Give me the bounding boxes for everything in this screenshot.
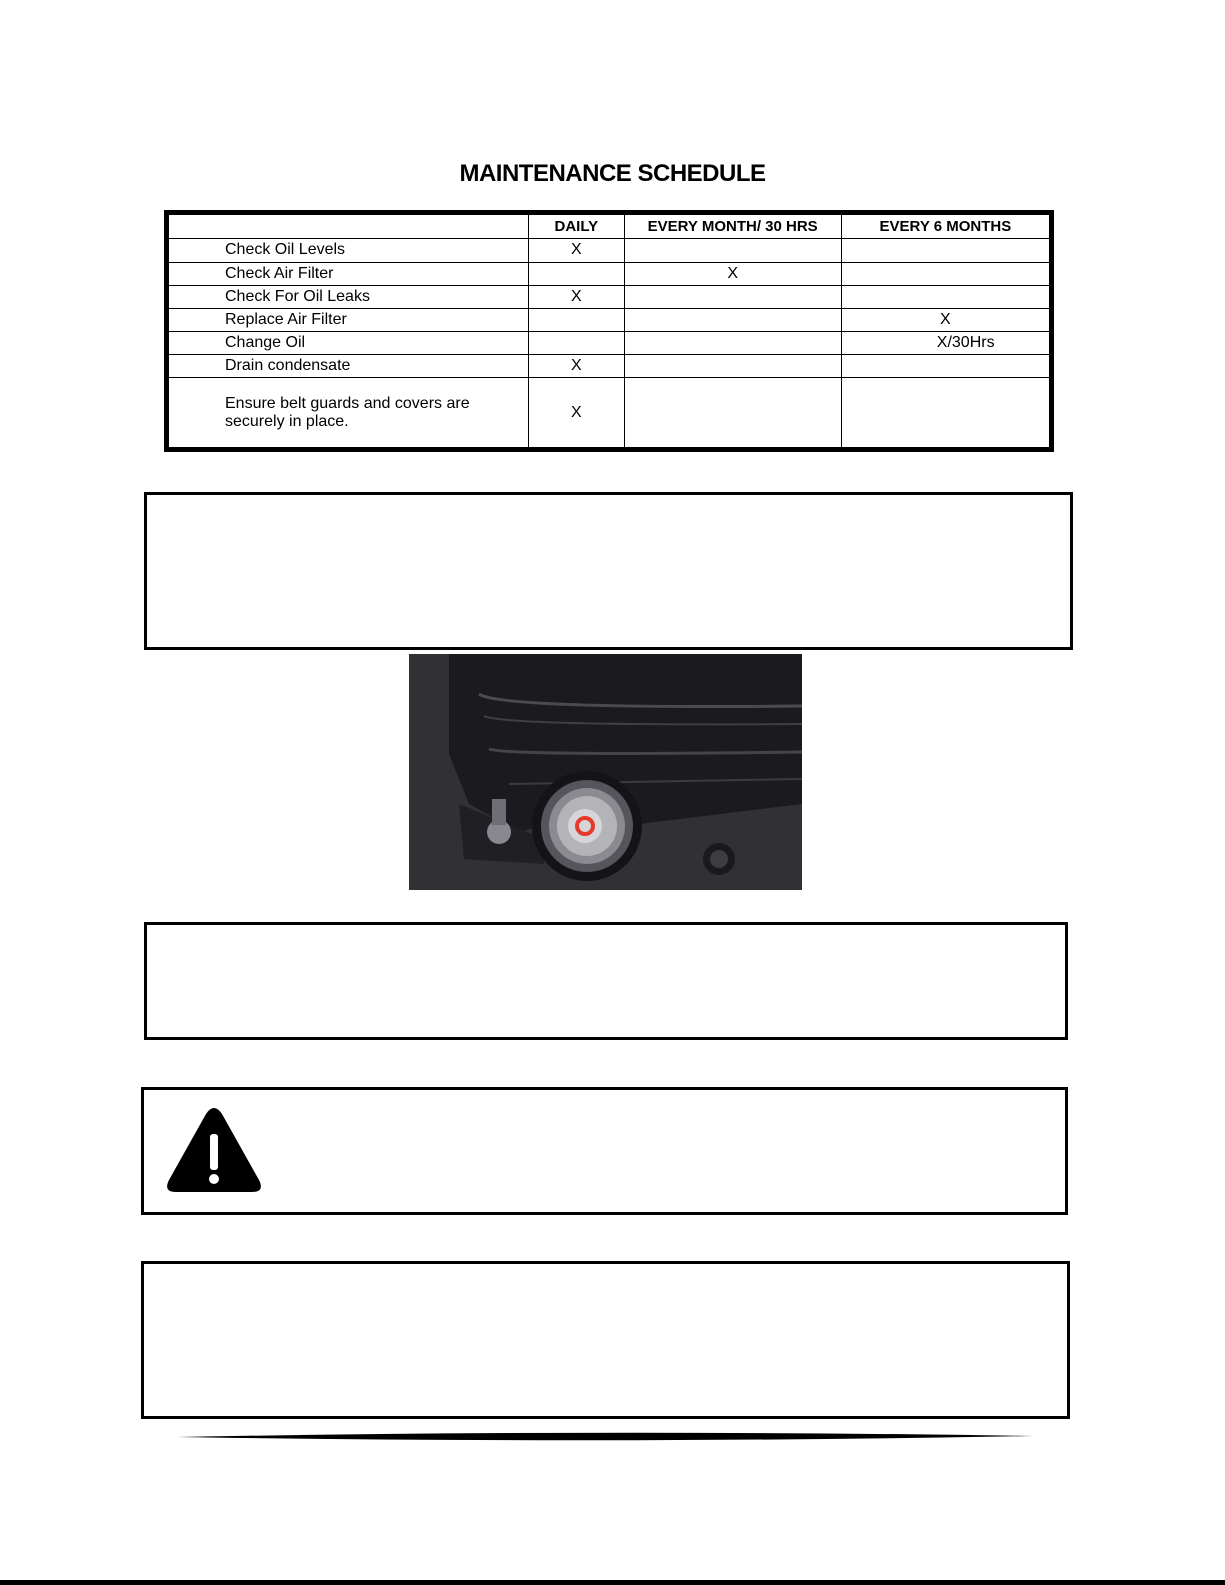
monthly-cell <box>624 355 841 378</box>
daily-cell: X <box>529 355 625 378</box>
note-box <box>144 922 1068 1040</box>
header-cell-daily: DAILY <box>529 213 625 239</box>
header-cell-monthly: EVERY MONTH/ 30 HRS <box>624 213 841 239</box>
table-row <box>167 308 1052 331</box>
six-months-cell <box>841 239 1051 262</box>
header-cell-six-months: EVERY 6 MONTHS <box>841 213 1051 239</box>
table-row <box>167 285 1052 308</box>
task-cell: Check Oil Levels <box>167 239 529 262</box>
header-cell-task <box>167 213 529 239</box>
page-bottom-edge <box>0 1580 1225 1585</box>
page-title: MAINTENANCE SCHEDULE <box>459 160 766 187</box>
daily-cell: X <box>529 285 625 308</box>
table-row <box>167 262 1052 285</box>
monthly-cell <box>624 285 841 308</box>
six-months-cell <box>841 285 1051 308</box>
monthly-cell <box>624 308 841 331</box>
task-cell: Ensure belt guards and covers are securely in place. <box>167 378 529 450</box>
maintenance-schedule-table <box>164 210 1054 452</box>
monthly-cell <box>624 332 841 355</box>
task-cell: Change Oil <box>167 332 529 355</box>
six-months-cell: X <box>841 308 1051 331</box>
daily-cell: X <box>529 378 625 450</box>
warning-triangle-icon <box>166 1108 262 1194</box>
daily-cell: X <box>529 239 625 262</box>
daily-cell <box>529 262 625 285</box>
table-header-row <box>167 213 1052 239</box>
table-row <box>167 378 1052 450</box>
task-cell: Drain condensate <box>167 355 529 378</box>
footer-rule <box>178 1430 1034 1444</box>
monthly-cell <box>624 378 841 450</box>
daily-cell <box>529 332 625 355</box>
oil-sight-glass-photo <box>409 654 802 890</box>
monthly-cell <box>624 239 841 262</box>
six-months-cell <box>841 378 1051 450</box>
table-row <box>167 239 1052 262</box>
table-row <box>167 355 1052 378</box>
task-cell: Check Air Filter <box>167 262 529 285</box>
note-box <box>141 1261 1070 1419</box>
six-months-cell: X/30Hrs <box>841 332 1051 355</box>
task-cell: Replace Air Filter <box>167 308 529 331</box>
table-row <box>167 332 1052 355</box>
task-cell: Check For Oil Leaks <box>167 285 529 308</box>
daily-cell <box>529 308 625 331</box>
note-box <box>144 492 1073 650</box>
monthly-cell: X <box>624 262 841 285</box>
warning-box <box>141 1087 1068 1215</box>
six-months-cell <box>841 262 1051 285</box>
six-months-cell <box>841 355 1051 378</box>
